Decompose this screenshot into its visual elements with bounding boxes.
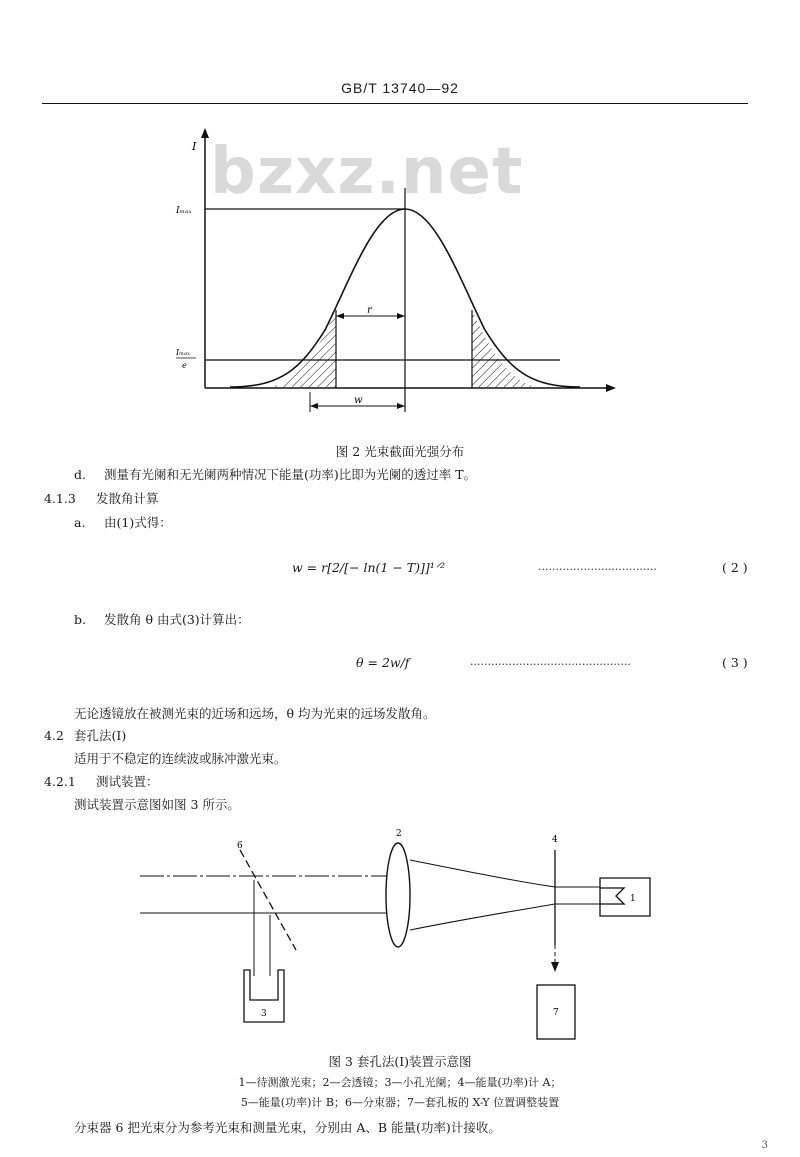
- figure-3-legend-line-1: 1—待测激光束；2—会透镜；3—小孔光阑；4—能量(功率)计 A；: [238, 1076, 562, 1089]
- label-7: 7: [553, 1008, 559, 1018]
- label-3: 3: [261, 1009, 267, 1019]
- x-axis-arrow: [606, 384, 616, 392]
- equation-3: θ = 2w/f: [356, 655, 410, 670]
- left-hatch: [272, 310, 336, 387]
- imax-over-e-num: Iₘₐₓ: [176, 348, 190, 357]
- figure-3-legend-line-2: 5—能量(功率)计 B；6—分束器；7—套孔板的 X-Y 位置调整装置: [240, 1096, 560, 1109]
- section-4-2-number: 4.2: [44, 728, 64, 743]
- equation-2: w = r[2/[− ln(1 − T)]]¹ᐟ²: [292, 560, 446, 575]
- convex-lens: [386, 843, 410, 947]
- equation-3-number: ( 3 ): [722, 655, 748, 670]
- figure-2-caption: 图 2 光束截面光强分布: [335, 444, 465, 459]
- label-2: 2: [396, 829, 402, 839]
- section-4-2-1-text: 测试装置示意图如图 3 所示。: [74, 797, 240, 812]
- imax-over-e-den: e: [182, 361, 187, 370]
- item-b-marker: b.: [74, 612, 86, 627]
- document-page: GB/T 13740—92 I Iₘₐₓ Iₘₐₓ e r w bzxz.net 图 2 光束截面光强分布 d. 测量有光阑和无光阑两种情况下能量(功率)比即为光阑的透过率 T。 4.1.3 发散角计算 a. 由(1)式得： w = r[2/[− ln(1 − T)]]¹ᐟ² ·································· ( 2 ) b. 发散角 θ 由式(3)计算出： θ = 2w/f ·············································· ( 3 ) 无论透镜放在被测光束的近场和远场，θ 均为光束的远场发散角。 4.2 套孔法(Ⅰ) 适用于不稳定的连续波或脉冲激光束。 4.2.1 测试装置： 测试装置示意图如图 3 所示。 6 2 4 1 3 7 图 3 套孔法(Ⅰ)装置示意图 1—待测激光束；2—会透镜；3—小孔光阑；4—能量(功率)计 A； 5—能量(功率)计 B；6—分束器；7—套孔板的 X-Y 位置调整装置 分束器 6 把光束分为参考光束和测量光束，分别由 A、B 能量(功率)计接收。 3: [0, 0, 800, 1157]
- label-6: 6: [237, 841, 243, 851]
- equation-2-number: ( 2 ): [722, 560, 748, 575]
- item-a-marker: a.: [74, 515, 86, 530]
- section-4-2-1-title: 测试装置：: [96, 774, 159, 789]
- section-4-2-1-number: 4.2.1: [44, 774, 76, 789]
- r-label: r: [367, 305, 372, 316]
- section-4-1-3-title: 发散角计算: [96, 491, 159, 506]
- item-a-text: 由(1)式得：: [104, 515, 172, 530]
- item-d-marker: d.: [74, 467, 86, 482]
- figure-3-caption: 图 3 套孔法(Ⅰ)装置示意图: [328, 1054, 472, 1069]
- section-4-2-title: 套孔法(Ⅰ): [74, 728, 127, 743]
- figure-2-intensity-profile: [0, 0, 800, 460]
- item-b-text: 发散角 θ 由式(3)计算出：: [104, 612, 250, 627]
- figure-3-apparatus: [0, 820, 800, 1050]
- note-text: 无论透镜放在被测光束的近场和远场，θ 均为光束的远场发散角。: [74, 706, 436, 721]
- watermark: bzxz.net: [210, 135, 524, 209]
- section-4-2-text: 适用于不稳定的连续波或脉冲激光束。: [74, 751, 287, 766]
- standard-number-header: GB/T 13740—92: [341, 80, 459, 96]
- label-1: 1: [630, 894, 636, 904]
- label-4: 4: [552, 835, 558, 845]
- imax-label: Iₘₐₓ: [176, 206, 192, 216]
- page-number: 3: [761, 1140, 768, 1151]
- section-4-1-3-number: 4.1.3: [44, 491, 76, 506]
- item-d-text: 测量有光阑和无光阑两种情况下能量(功率)比即为光阑的透过率 T。: [104, 467, 477, 482]
- y-axis-arrow: [201, 128, 209, 138]
- detector-b-energy-meter: [600, 878, 650, 916]
- footer-paragraph: 分束器 6 把光束分为参考光束和测量光束，分别由 A、B 能量(功率)计接收。: [74, 1120, 501, 1135]
- axis-i-label: I: [192, 140, 197, 153]
- w-label: w: [354, 395, 363, 406]
- beam-splitter: [240, 850, 296, 950]
